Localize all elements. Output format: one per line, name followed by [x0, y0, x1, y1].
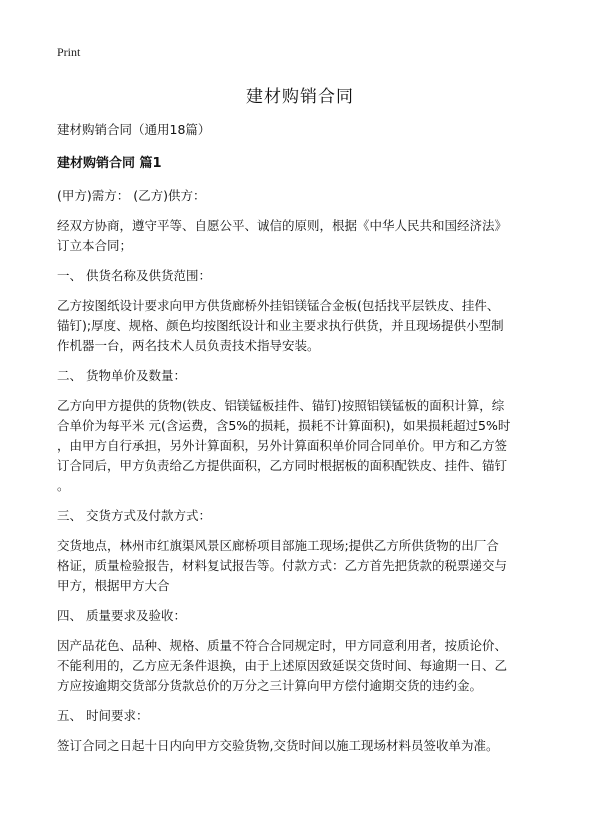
intro-paragraph: 经双方协商，遵守平等、自愿公平、诚信的原则，根据《中华人民共和国经济法》 订立本合同； — [57, 218, 508, 253]
clause-heading-4: 四、 质量要求及验收： — [57, 608, 186, 623]
clause-heading-1: 一、 供货名称及供货范围： — [57, 268, 211, 283]
clause-paragraph-2: 乙方向甲方提供的货物(铁皮、铝镁锰板挂件、锚钉)按照铝镁锰板的面积计算，综 合单价为每平米 元(含运费，含5%的损耗，损耗不计算面积)，如果损耗超过5%时 ，由甲方自行承担，另外计算面积，另外计算面积单价同合同单价。甲方和乙方签 订合同后，甲方负责给乙方提供面积，乙方同时根据板的面积配铁皮、挂件、锚钉 。 — [57, 398, 511, 493]
section-heading: 建材购销合同 篇1 — [57, 156, 162, 171]
clause-paragraph-5: 签订合同之日起十日内向甲方交验货物,交货时间以施工现场材料员签收单为准。 — [57, 738, 499, 753]
print-link[interactable]: Print — [57, 45, 81, 59]
document-body — [57, 120, 557, 756]
document-title: 建材购销合同 — [246, 87, 354, 107]
parties-line: (甲方)需方： (乙方)供方： — [57, 188, 206, 203]
clause-heading-3: 三、 交货方式及付款方式： — [57, 508, 211, 523]
clause-paragraph-4: 因产品花色、品种、规格、质量不符合合同规定时，甲方同意利用者，按质论价、 不能利用的，乙方应无条件退换，由于上述原因致延误交货时间、每逾期一日、乙 方应按逾期交货部分货款总价的万分之三计算向甲方偿付逾期交货的违约金。 — [57, 638, 508, 693]
clause-heading-5: 五、 时间要求： — [57, 708, 149, 723]
document-subtitle: 建材购销合同（通用18篇） — [57, 122, 211, 137]
clause-paragraph-1: 乙方按图纸设计要求向甲方供货廊桥外挂铝镁锰合金板(包括找平层铁皮、挂件、 锚钉);厚度、规格、颜色均按图纸设计和业主要求执行供货，并且现场提供小型制 作机器一台，两名技术人员负责技术指导安装。 — [57, 298, 504, 353]
clause-paragraph-3: 交货地点，林州市红旗渠风景区廊桥项目部施工现场;提供乙方所供货物的出厂合 格证，质量检验报告，材料复试报告等。付款方式：乙方首先把货款的税票递交与 甲方，根据甲方大合 — [57, 538, 508, 593]
clause-heading-2: 二、 货物单价及数量： — [57, 368, 186, 383]
